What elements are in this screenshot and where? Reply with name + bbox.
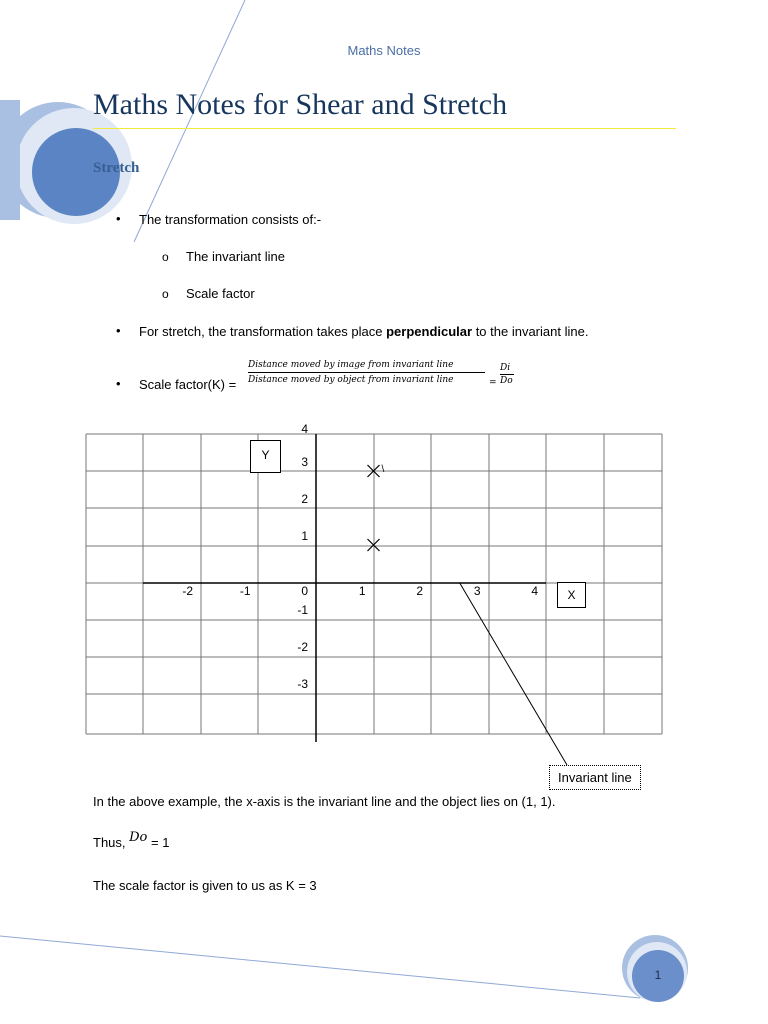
x-tick-label: -2 [182, 584, 193, 598]
y-tick-label: 4 [301, 422, 308, 436]
y-tick-label: 1 [301, 529, 308, 543]
x-tick-label: 0 [301, 584, 308, 598]
page-title: Maths Notes for Shear and Stretch [93, 88, 508, 121]
x-axis-label-box: X [557, 582, 586, 608]
axes [143, 434, 546, 742]
thus-variable: Do [129, 830, 148, 845]
paragraph-scale-factor: The scale factor is given to us as K = 3 [93, 878, 317, 893]
bullet-item-3: Scale factor(K) = [139, 377, 237, 392]
bullet-item-1: The transformation consists of:- [139, 212, 322, 227]
y-tick-label: -3 [297, 677, 308, 691]
fraction-numerator: Distance moved by image from invariant line [248, 360, 454, 370]
paragraph-thus [93, 830, 170, 851]
fraction-denominator: Distance moved by object from invariant line [248, 375, 454, 385]
bullet-dot: • [116, 211, 121, 226]
callout-arrow-line [460, 583, 567, 765]
bullet-dot: • [116, 376, 121, 391]
y-tick-labels [297, 422, 308, 691]
short-fraction-num: Di [500, 363, 511, 373]
x-tick-label: 1 [358, 584, 366, 598]
sub-bullet-marker: o [162, 250, 169, 264]
decor-diagonal-bottom [0, 936, 640, 998]
bullet-dot: • [116, 323, 121, 338]
y-tick-label: -2 [297, 640, 308, 654]
sub-bullet-2: Scale factor [186, 286, 255, 301]
bullet-2-post: to the invariant line. [472, 324, 589, 339]
x-tick-label: 2 [416, 584, 423, 598]
x-tick-labels [182, 584, 538, 598]
equals-sign: = [489, 378, 497, 388]
bullet-2-bold: perpendicular [386, 324, 473, 339]
page-header: Maths Notes [347, 43, 421, 58]
y-tick-label: 2 [301, 492, 308, 506]
x-tick-label: 4 [531, 584, 538, 598]
page-number: 1 [654, 968, 662, 982]
y-tick-label: 3 [301, 455, 308, 469]
short-fraction-den: Do [500, 376, 513, 386]
sub-bullet-1: The invariant line [186, 249, 285, 264]
short-fraction [500, 362, 514, 387]
y-axis-label-box: Y [250, 440, 281, 473]
invariant-line-callout: Invariant line [549, 765, 641, 790]
y-tick-label: -1 [297, 603, 308, 617]
scale-factor-fraction [248, 358, 485, 387]
x-tick-label: -1 [239, 584, 251, 598]
thus-suffix: = 1 [147, 835, 170, 850]
section-heading: Stretch [93, 160, 140, 176]
x-tick-label: 3 [473, 584, 481, 598]
bullet-2-pre: For stretch, the transformation takes place [139, 324, 387, 339]
point-label: \ [381, 464, 385, 475]
paragraph-example: In the above example, the x-axis is the invariant line and the object lies on (1, 1). [93, 794, 556, 809]
sub-bullet-marker: o [162, 287, 169, 301]
bullet-item-2 [139, 324, 588, 339]
thus-prefix: Thus, [93, 835, 130, 850]
decor-band [0, 100, 20, 220]
title-underline [93, 128, 676, 129]
